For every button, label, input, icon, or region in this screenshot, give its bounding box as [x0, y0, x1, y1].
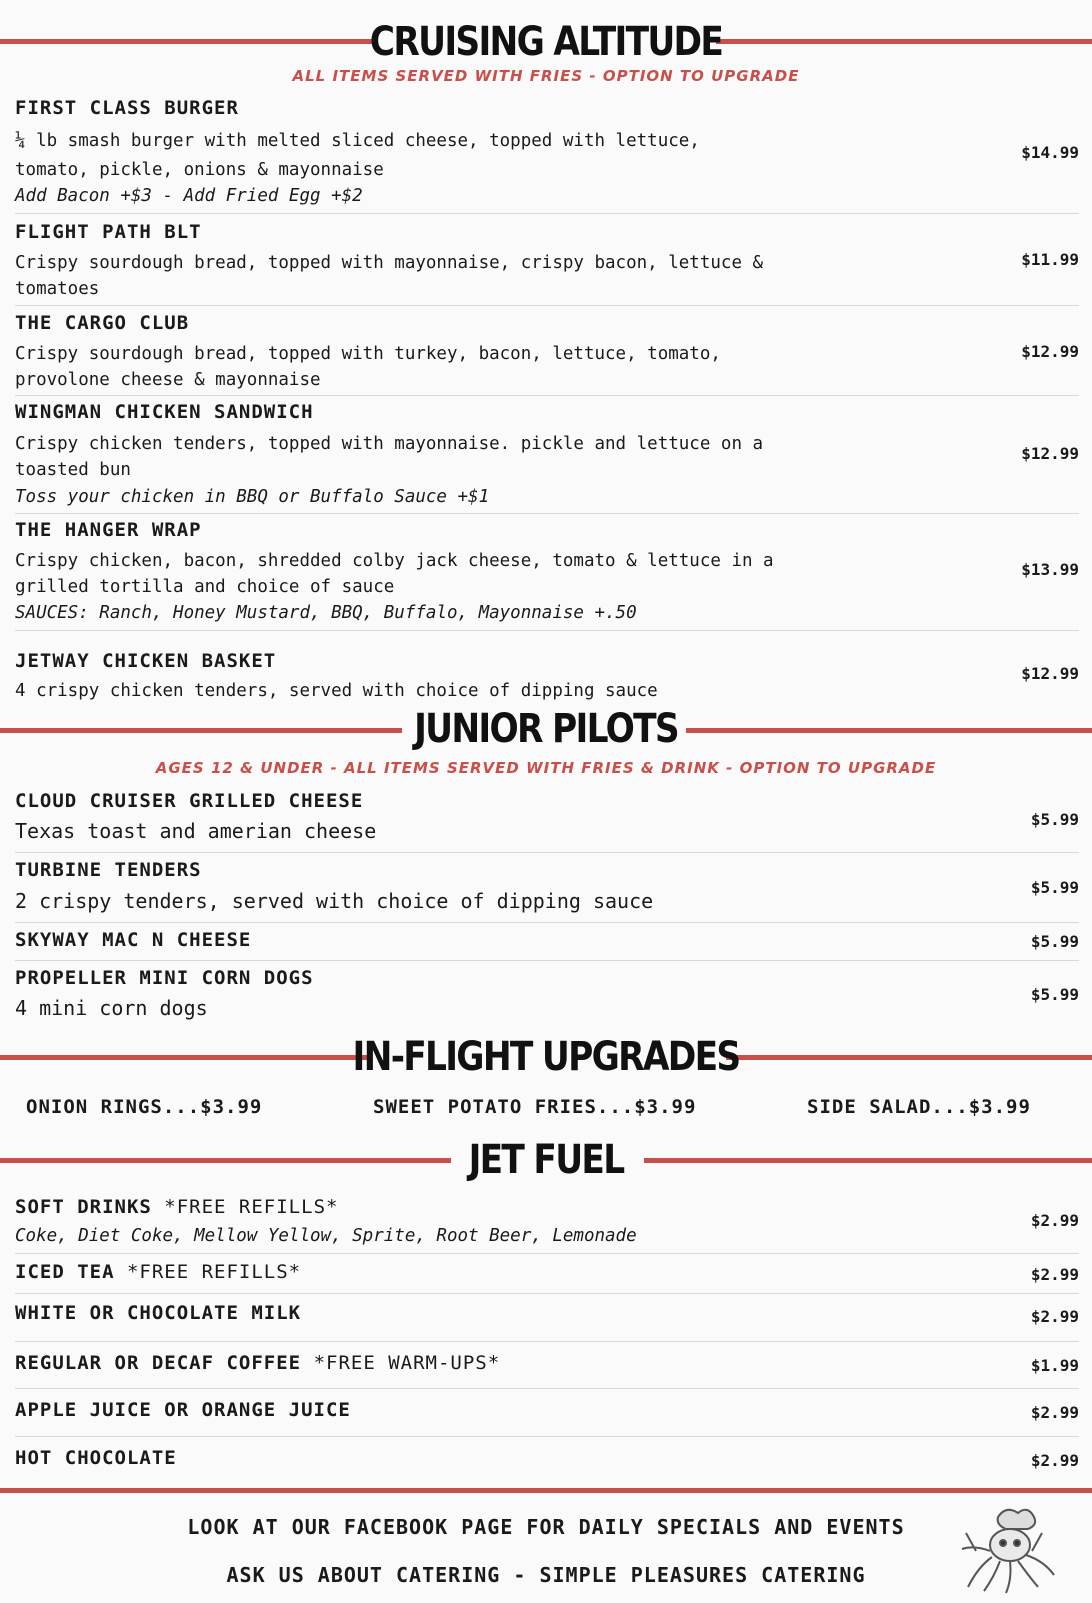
menu-item-name: FLIGHT PATH BLT	[15, 221, 202, 243]
footer-rule	[0, 1488, 1092, 1493]
menu-item-price: $13.99	[1021, 560, 1079, 579]
item-divider	[15, 305, 1079, 306]
menu-item-name	[15, 1261, 301, 1283]
menu-item-price: $5.99	[1030, 932, 1079, 951]
drink-extra: *FREE WARM-UPS*	[313, 1352, 501, 1374]
drink-extra: *FREE REFILLS*	[164, 1196, 339, 1218]
item-divider	[15, 513, 1079, 514]
menu-item-description: Crispy chicken tenders, topped with mayonnaise. pickle and lettuce on a	[15, 434, 764, 454]
menu-item-name	[15, 1196, 338, 1218]
menu-item-name: PROPELLER MINI CORN DOGS	[15, 967, 314, 989]
upgrade-item-sweet-potato-fries: SWEET POTATO FRIES...$3.99	[373, 1096, 697, 1118]
menu-item-price: $14.99	[1021, 143, 1079, 162]
item-divider	[15, 852, 1079, 853]
menu-item-description: Texas toast and amerian cheese	[15, 819, 377, 843]
menu-item-name: TURBINE TENDERS	[15, 859, 202, 881]
menu-item-description: tomato, pickle, onions & mayonnaise	[15, 160, 384, 180]
menu-item-name: THE CARGO CLUB	[15, 312, 190, 334]
menu-item-price: $12.99	[1021, 342, 1079, 361]
menu-item-description: 2 crispy tenders, served with choice of dipping sauce	[15, 889, 654, 913]
item-divider	[15, 1253, 1079, 1254]
section-title-in-flight-upgrades: IN-FLIGHT UPGRADES	[352, 1034, 740, 1080]
upgrade-item-onion-rings: ONION RINGS...$3.99	[26, 1096, 263, 1118]
upgrade-item-side-salad: SIDE SALAD...$3.99	[807, 1096, 1031, 1118]
menu-item-note: Toss your chicken in BBQ or Buffalo Sauce +$1	[15, 487, 490, 507]
menu-item-description: Crispy sourdough bread, topped with mayonnaise, crispy bacon, lettuce &	[15, 253, 764, 273]
menu-item-description: toasted bun	[15, 460, 131, 480]
menu-item-price: $2.99	[1030, 1307, 1079, 1326]
menu-item-name: HOT CHOCOLATE	[15, 1447, 177, 1469]
menu-item-price: $12.99	[1021, 444, 1079, 463]
menu-item-description: 4 crispy chicken tenders, served with choice of dipping sauce	[15, 681, 658, 701]
menu-item-price: $2.99	[1030, 1451, 1079, 1470]
menu-item-price: $5.99	[1030, 985, 1079, 1004]
menu-item-name: FIRST CLASS BURGER	[15, 97, 239, 119]
menu-item-price: $5.99	[1030, 878, 1079, 897]
section-title-jet-fuel: JET FUEL	[468, 1137, 624, 1183]
menu-item-name: APPLE JUICE OR ORANGE JUICE	[15, 1399, 351, 1421]
menu-item-price: $2.99	[1030, 1265, 1079, 1284]
menu-item-name: WHITE OR CHOCOLATE MILK	[15, 1302, 302, 1324]
item-divider	[15, 213, 1079, 214]
section-subtitle-junior: AGES 12 & UNDER - ALL ITEMS SERVED WITH FRIES & DRINK - OPTION TO UPGRADE	[155, 759, 937, 777]
octopus-chef-logo-icon	[952, 1503, 1062, 1599]
menu-item-price: $1.99	[1030, 1356, 1079, 1375]
section-subtitle-cruising: ALL ITEMS SERVED WITH FRIES - OPTION TO UPGRADE	[292, 67, 800, 85]
section-title-cruising-altitude: CRUISING ALTITUDE	[369, 19, 723, 65]
menu-item-note: Coke, Diet Coke, Mellow Yellow, Sprite, Root Beer, Lemonade	[15, 1226, 637, 1246]
menu-item-price: $11.99	[1021, 250, 1079, 269]
menu-item-name: WINGMAN CHICKEN SANDWICH	[15, 401, 314, 423]
menu-item-description: grilled tortilla and choice of sauce	[15, 577, 395, 597]
item-divider	[15, 1293, 1079, 1294]
menu-item-description: Crispy sourdough bread, topped with turkey, bacon, lettuce, tomato,	[15, 344, 721, 364]
menu-item-name: JETWAY CHICKEN BASKET	[15, 650, 277, 672]
menu-item-price: $5.99	[1030, 810, 1079, 829]
item-divider	[15, 1436, 1079, 1437]
menu-item-description: provolone cheese & mayonnaise	[15, 370, 321, 390]
menu-item-name: SKYWAY MAC N CHEESE	[15, 929, 252, 951]
drink-name: SOFT DRINKS	[15, 1196, 152, 1218]
drink-name: REGULAR OR DECAF COFFEE	[15, 1352, 302, 1374]
item-divider	[15, 395, 1079, 396]
item-divider	[15, 1341, 1079, 1342]
menu-item-price: $12.99	[1021, 664, 1079, 683]
menu-item-note: SAUCES: Ranch, Honey Mustard, BBQ, Buffalo, Mayonnaise +.50	[15, 603, 637, 623]
menu-item-description: tomatoes	[15, 279, 100, 299]
item-divider	[15, 1388, 1079, 1389]
footer-catering-line: ASK US ABOUT CATERING - SIMPLE PLEASURES CATERING	[226, 1563, 866, 1587]
item-divider	[15, 960, 1079, 961]
drink-name: ICED TEA	[15, 1261, 115, 1283]
menu-item-description: ¼ lb smash burger with melted sliced cheese, topped with lettuce,	[15, 131, 700, 151]
menu-item-price: $2.99	[1030, 1403, 1079, 1422]
menu-item-description: 4 mini corn dogs	[15, 996, 208, 1020]
drink-extra: *FREE REFILLS*	[126, 1261, 302, 1283]
menu-item-description: Crispy chicken, bacon, shredded colby jack cheese, tomato & lettuce in a	[15, 551, 774, 571]
menu-item-price: $2.99	[1030, 1211, 1079, 1230]
item-divider	[15, 630, 1079, 631]
footer-facebook-line: LOOK AT OUR FACEBOOK PAGE FOR DAILY SPECIALS AND EVENTS	[187, 1515, 905, 1539]
menu-item-name: THE HANGER WRAP	[15, 519, 202, 541]
menu-item-name: CLOUD CRUISER GRILLED CHEESE	[15, 790, 364, 812]
item-divider	[15, 922, 1079, 923]
menu-item-note: Add Bacon +$3 - Add Fried Egg +$2	[15, 186, 363, 206]
menu-item-name	[15, 1352, 500, 1374]
section-title-junior-pilots: JUNIOR PILOTS	[414, 706, 678, 752]
